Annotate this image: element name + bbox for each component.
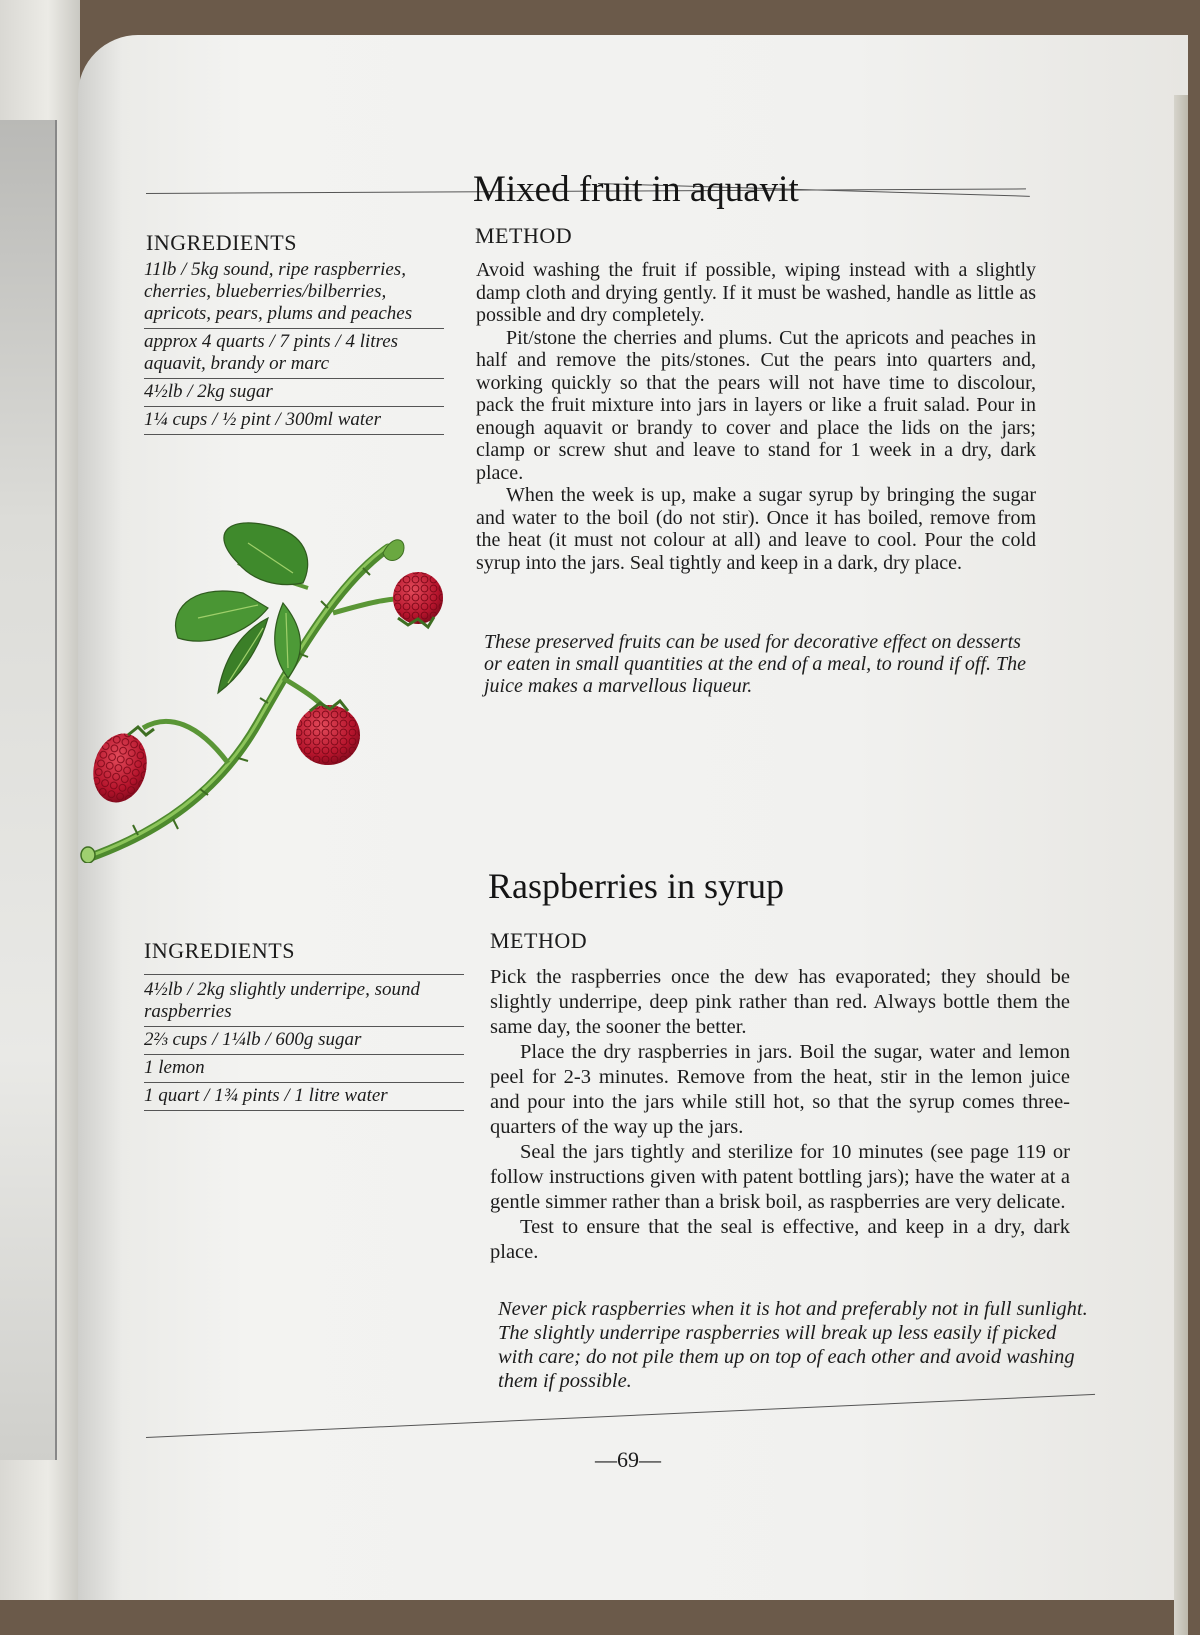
recipe-title: Mixed fruit in aquavit — [473, 169, 799, 210]
method-paragraph: Pit/stone the cherries and plums. Cut the apricots and peaches in half and remove the pits/stones. Cut the pears into quarters and, working quickly so that the pears will not have time to discolour, pack the fruit mixture into jars in layers or like a fruit salad. Pour in enough aquavit or brandy to cover and place the lids on the jars; clamp or screw shut and leave to stand for 1 week in a dry, dark place. — [476, 326, 1036, 484]
ingredient-item: 1 quart / 1¾ pints / 1 litre water — [144, 1083, 464, 1111]
ingredients-list — [144, 257, 444, 435]
method-paragraph: Place the dry raspberries in jars. Boil the sugar, water and lemon peel for 2-3 minutes. Remove from the heat, stir in the lemon juice and pour into the jars while still hot, so that the syrup comes three-quarters of the way up the jars. — [490, 1041, 1070, 1138]
ingredients-top-rule — [144, 974, 464, 975]
method-label: METHOD — [490, 928, 588, 953]
raspberry — [296, 701, 360, 765]
ingredients-list — [144, 977, 464, 1111]
recipe-title: Raspberries in syrup — [488, 866, 784, 906]
facing-page — [0, 0, 80, 1600]
recipe-note: These preserved fruits can be used for decorative effect on desserts or eaten in small quantities at the end of a meal, to round if off. The juice makes a marvellous liqueur. — [484, 631, 1027, 697]
ingredient-item: 4½lb / 2kg slightly underripe, sound raspberries — [144, 977, 464, 1027]
method-text — [490, 965, 1070, 1265]
method-text — [476, 259, 1036, 574]
raspberry — [86, 727, 154, 809]
method-paragraph: When the week is up, make a sugar syrup by bringing the sugar and water to the boil (do not stir). Once it has boiled, remove from the heat (it must not colour at all) and leave to cool. Pour the cold syrup into the jars. Seal tightly and keep in a dark, dry place. — [476, 484, 1036, 574]
page-number: —69— — [595, 1447, 661, 1472]
raspberry — [393, 572, 443, 627]
stem-cut — [81, 847, 95, 863]
method-paragraph: Avoid washing the fruit if possible, wiping instead with a slightly damp cloth and drying gently. If it must be washed, handle as little as possible and dry completely. — [476, 259, 1036, 326]
method-paragraph: Test to ensure that the seal is effective, and keep in a dry, dark place. — [490, 1216, 1070, 1263]
branch — [143, 721, 228, 763]
page-edges — [1174, 95, 1188, 1635]
facing-page-plate — [0, 120, 57, 1460]
method-paragraph: Seal the jars tightly and sterilize for 10 minutes (see page 119 or follow instructions given with patent bottling jars); have the water at a gentle simmer rather than a brisk boil, as raspberries are very delicate. — [490, 1141, 1070, 1213]
method-paragraph: Pick the raspberries once the dew has evaporated; they should be slightly underripe, deep pink rather than red. Always bottle them the same day, the sooner the better. — [490, 966, 1070, 1038]
book-page — [78, 35, 1188, 1600]
method-label: METHOD — [475, 223, 573, 248]
bud — [383, 540, 404, 561]
ingredients-label: INGREDIENTS — [144, 938, 295, 963]
ingredient-item: 1 lemon — [144, 1055, 464, 1083]
bottom-rule — [146, 1394, 1095, 1438]
leaf-cluster — [176, 523, 308, 693]
ingredient-item: 2⅔ cups / 1¼lb / 600g sugar — [144, 1027, 464, 1055]
ingredient-item: 1¼ cups / ½ pint / 300ml water — [144, 407, 444, 435]
ingredient-item: 4½lb / 2kg sugar — [144, 379, 444, 407]
raspberry-branch-illustration — [78, 503, 448, 863]
ingredient-item: approx 4 quarts / 7 pints / 4 litres aquavit, brandy or marc — [144, 329, 444, 379]
recipe-note: Never pick raspberries when it is hot and preferably not in full sunlight. The slightly underripe raspberries will break up less easily if picked with care; do not pile them up on top of each other and avoid washing them if possible. — [498, 1298, 1088, 1392]
ingredients-label: INGREDIENTS — [146, 230, 297, 255]
ingredient-item: 11lb / 5kg sound, ripe raspberries, cherries, blueberries/bilberries, apricots, pears, plums and peaches — [144, 257, 444, 329]
